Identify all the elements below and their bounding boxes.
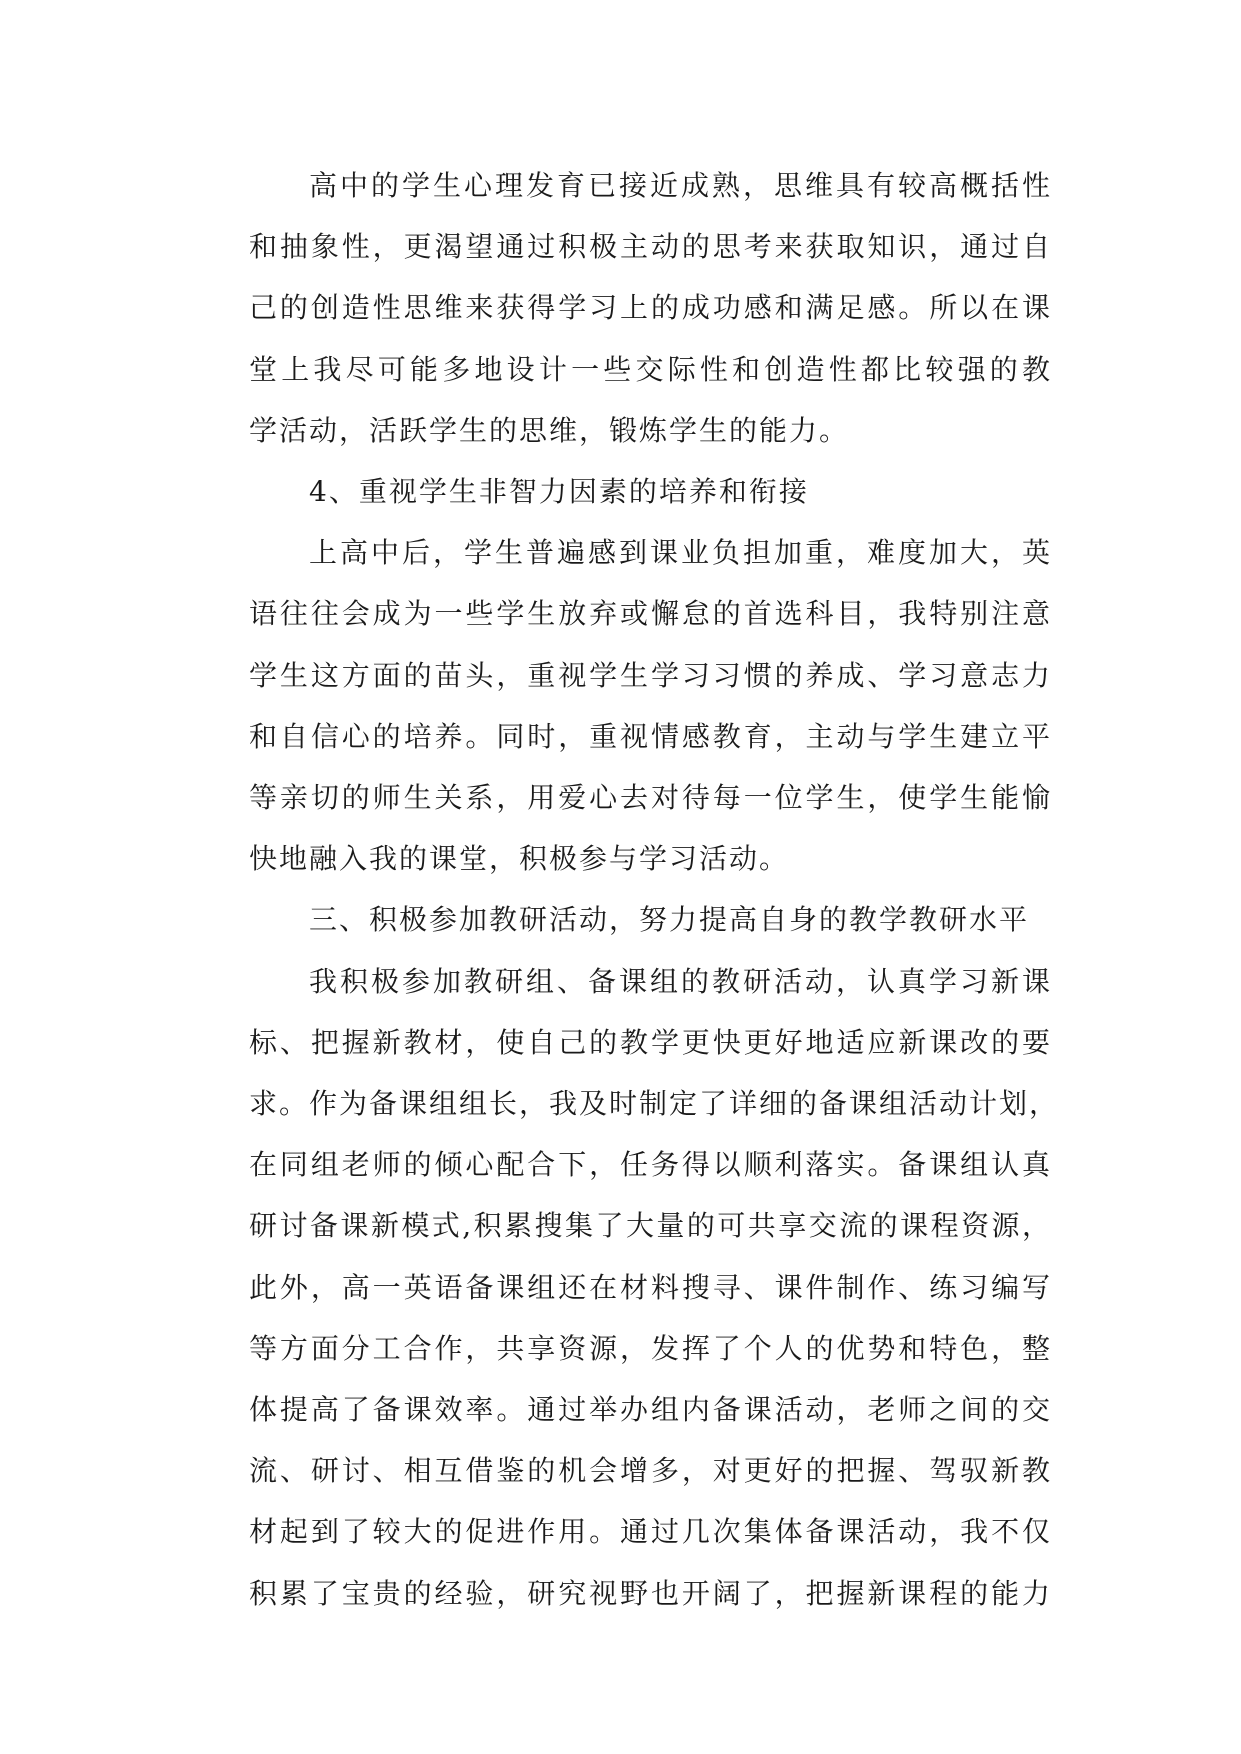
- text-line: 己的创造性思维来获得学习上的成功感和满足感。所以在课: [249, 291, 1052, 325]
- text-line: 我积极参加教研组、备课组的教研活动，认真学习新课: [309, 964, 1052, 998]
- text-line: 材起到了较大的促进作用。通过几次集体备课活动，我不仅: [249, 1515, 1052, 1549]
- text-line: 和抽象性，更渴望通过积极主动的思考来获取知识，通过自: [249, 230, 1052, 264]
- paragraph-non-intellectual-factors: [189, 522, 1052, 889]
- text-line: 上高中后，学生普遍感到课业负担加重，难度加大，英: [309, 536, 1052, 570]
- document-body: [189, 155, 1060, 1624]
- text-line: 流、研讨、相互借鉴的机会增多，对更好的把握、驾驭新教: [249, 1454, 1052, 1488]
- text-line: 和自信心的培养。同时，重视情感教育，主动与学生建立平: [249, 719, 1052, 753]
- text-line: 求。作为备课组组长，我及时制定了详细的备课组活动计划，: [249, 1087, 1060, 1121]
- paragraph-student-psychology: [189, 155, 1052, 461]
- text-line: 等亲切的师生关系，用爱心去对待每一位学生，使学生能愉: [249, 781, 1052, 815]
- text-line: 快地融入我的课堂，积极参与学习活动。: [249, 842, 790, 876]
- section-heading-3: [189, 889, 1052, 950]
- text-line: 在同组老师的倾心配合下，任务得以顺利落实。备课组认真: [249, 1148, 1052, 1182]
- text-line: 体提高了备课效率。通过举办组内备课活动，老师之间的交: [249, 1393, 1052, 1427]
- text-line: 高中的学生心理发育已接近成熟，思维具有较高概括性: [309, 169, 1052, 202]
- text-line: 语往往会成为一些学生放弃或懈怠的首选科目，我特别注意: [249, 597, 1052, 631]
- text-line: 标、把握新教材，使自己的教学更快更好地适应新课改的要: [249, 1025, 1052, 1059]
- paragraph-teaching-research: [189, 951, 1060, 1624]
- text-line: 积累了宝贵的经验，研究视野也开阔了，把握新课程的能力: [249, 1576, 1052, 1610]
- text-line: 学活动，活跃学生的思维，锻炼学生的能力。: [249, 413, 850, 447]
- text-line: 此外，高一英语备课组还在材料搜寻、课件制作、练习编写: [249, 1270, 1052, 1304]
- heading-text: 4、重视学生非智力因素的培养和衔接: [309, 475, 809, 509]
- text-line: 堂上我尽可能多地设计一些交际性和创造性都比较强的教: [249, 352, 1052, 386]
- section-heading-4: [189, 461, 1052, 522]
- text-line: 研讨备课新模式,积累搜集了大量的可共享交流的课程资源，: [249, 1209, 1052, 1243]
- text-line: 等方面分工合作，共享资源，发挥了个人的优势和特色，整: [249, 1331, 1052, 1365]
- text-line: 学生这方面的苗头，重视学生学习习惯的养成、学习意志力: [249, 658, 1052, 692]
- heading-text: 三、积极参加教研活动，努力提高自身的教学教研水平: [309, 903, 1030, 937]
